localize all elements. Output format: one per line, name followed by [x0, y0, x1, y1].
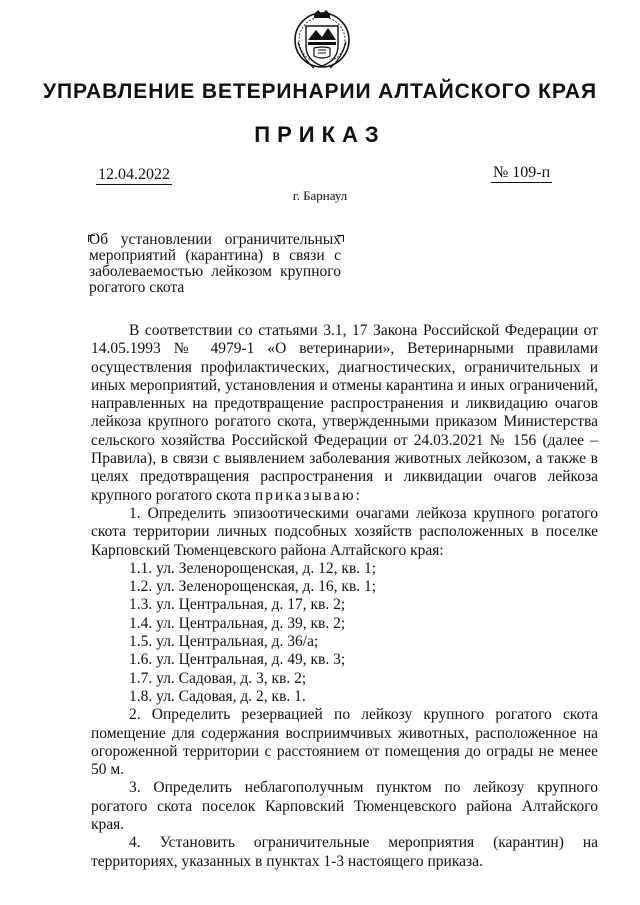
- point-3: 3. Определить неблагополучным пунктом по лейкозу крупного рогатого скота поселок Карповский Тюменцевского района Алтайского края.: [91, 779, 598, 834]
- order-word-suffix: :: [355, 486, 360, 504]
- order-city: г. Барнаул: [292, 188, 348, 203]
- address-item: 1.6. ул. Центральная, д. 49, кв. 3;: [129, 651, 346, 669]
- order-subject: Об установлении ограничительных мероприятий (карантина) в связи с заболеваемостью лейкозом крупного рогатого скота: [89, 231, 341, 296]
- address-item: 1.7. ул. Садовая, д. 3, кв. 2;: [129, 669, 307, 687]
- address-item: 1.5. ул. Центральная, д. 36/а;: [129, 633, 319, 651]
- address-item: 1.3. ул. Центральная, д. 17, кв. 2;: [129, 596, 346, 614]
- address-item: 1.4. ул. Центральная, д. 39, кв. 2;: [129, 614, 346, 632]
- preamble-paragraph: [91, 322, 598, 505]
- organization-title: УПРАВЛЕНИЕ ВЕТЕРИНАРИИ АЛТАЙСКОГО КРАЯ: [43, 80, 597, 103]
- coat-of-arms-icon: [294, 6, 350, 74]
- order-date: 12.04.2022: [98, 166, 170, 183]
- address-item: 1.8. ул. Садовая, д. 2, кв. 1.: [129, 687, 306, 705]
- point-1: 1. Определить эпизоотическими очагами лейкоза крупного рогатого скота территории личных подсобных хозяйств расположенных в поселке Карповский Тюменцевского района Алтайского края:: [91, 504, 598, 559]
- order-body: [91, 322, 598, 871]
- order-word: приказываю: [254, 486, 356, 504]
- address-item: 1.1. ул. Зеленорощенская, д. 12, кв. 1;: [129, 559, 377, 577]
- document-type: ПРИКАЗ: [254, 122, 386, 147]
- point-4: 4. Установить ограничительные мероприятия (карантин) на территориях, указанных в пунктах 1-3 настоящего приказа.: [91, 834, 598, 870]
- point-2: 2. Определить резервацией по лейкозу крупного рогатого скота помещение для содержания восприимчивых животных, расположенное на огороженной территории с расстоянием от помещения до ограды не менее 50 м.: [91, 706, 598, 779]
- preamble-text: В соответствии со статьями 3.1, 17 Закона Российской Федерации от 14.05.1993 № 4979-1 «О ветеринарии», Ветеринарными правилами осуществления профилактических, диагностических, ограничительных и иных мероприятий, установления и отмены карантина и иных ограничений, направленных на предотвращение распространения и ликвидацию очагов лейкоза крупного рогатого скота, утвержденными приказом Министерства сельского хозяйства Российской Федерации от 24.03.2021 № 156 (далее – Правила), в связи с выявлением заболевания животных лейкозом, а также в целях предотвращения распространения и ликвидации очагов лейкоза крупного рогатого скота: [91, 322, 598, 504]
- address-item: 1.2. ул. Зеленорощенская, д. 16, кв. 1;: [129, 578, 377, 596]
- order-number: № 109-п: [493, 164, 551, 181]
